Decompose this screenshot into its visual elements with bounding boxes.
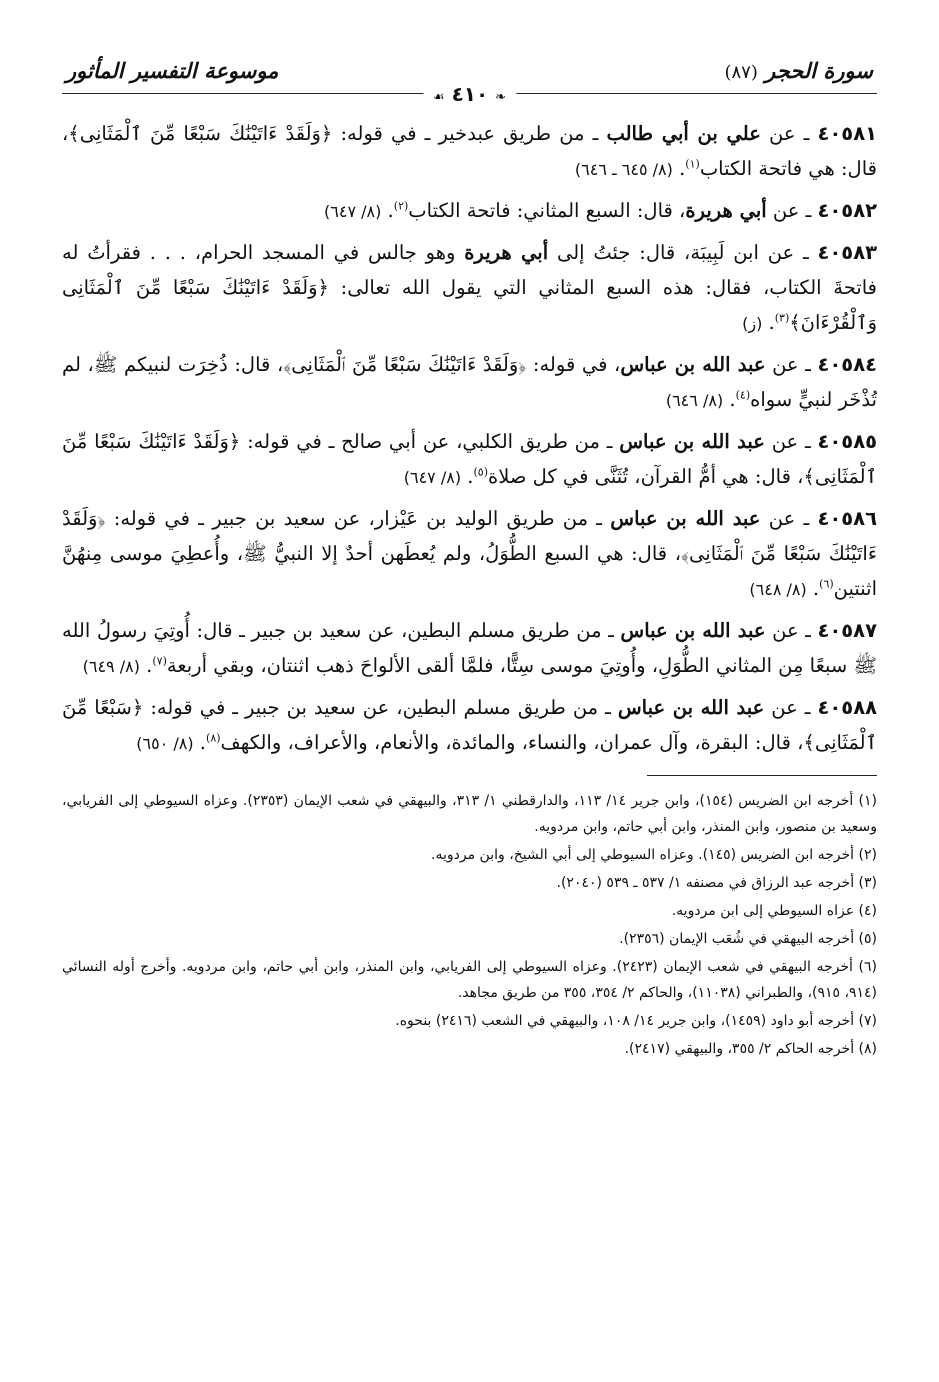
- entry-text: ، في قوله:: [526, 353, 621, 376]
- volume-reference: (٨/ ٦٥٠): [136, 734, 194, 753]
- entry-number: ٤٠٥٨٤: [817, 353, 877, 376]
- hadith-entry: [62, 193, 877, 229]
- footnote-ref: (٣): [774, 311, 790, 325]
- entry-text: ، قال: هي فاتحة الكتاب: [62, 122, 877, 180]
- hadith-entry: [62, 501, 877, 607]
- entry-text: .: [139, 654, 153, 677]
- narrator-name: عبد الله بن عباس: [617, 696, 765, 719]
- entry-text: ، قال: السبع المثاني: فاتحة الكتاب: [408, 199, 686, 222]
- entry-text: ـ عن: [760, 507, 818, 530]
- entry-text: ـ عن: [764, 696, 818, 719]
- footnote-ref: (٧): [152, 654, 167, 668]
- quran-quote: ﴿وَلَقَدْ ءَاتَيْنَٰكَ سَبْعًا مِّنَ ٱلْمَثَانِى﴾: [68, 122, 333, 145]
- page: [62, 52, 877, 1342]
- entry-text: ، قال: ذُخِرَت لنبيكم ﷺ، لم تُذْخَر لنبيٍّ سواه: [62, 353, 877, 411]
- entry-text: ـ من طريق الكلبي، عن أبي صالح ـ في قوله:: [240, 430, 620, 453]
- hadith-entry: [62, 347, 877, 418]
- footnote: (٢) أخرجه ابن الضريس (١٤٥). وعزاه السيوطي إلى أبي الشيخ، وابن مردويه.: [431, 847, 877, 863]
- footnote-ref: (١): [685, 157, 700, 171]
- footnote-separator: [647, 775, 877, 776]
- ornament-icon: ❧: [495, 90, 507, 105]
- footnote: (٧) أخرجه أبو داود (١٤٥٩)، وابن جرير ١٤/ ١٠٨، والبيهقي في الشعب (٢٤١٦) بنحوه.: [395, 1013, 877, 1029]
- footnote: (٣) أخرجه عبد الرزاق في مصنفه ١/ ٥٣٧ ـ ٥٣٩ (٢٠٤٠).: [556, 875, 877, 891]
- entry-text: ـ عن: [766, 199, 818, 222]
- page-header: [62, 52, 877, 106]
- footnote-ref: (٦): [819, 577, 834, 591]
- footnotes: [62, 788, 877, 1062]
- hadith-entry: [62, 613, 877, 684]
- narrator-name: أبي هريرة: [464, 241, 549, 264]
- volume-reference: (٨/ ٦٤٦): [665, 391, 724, 410]
- footnote-ref: (٤): [735, 388, 751, 402]
- narrator-name: أبي هريرة: [685, 199, 767, 222]
- entry-number: ٤٠٥٨٦: [817, 507, 877, 530]
- footnote: (٥) أخرجه البيهقي في شُعَب الإيمان (٢٣٥٦).: [619, 931, 877, 947]
- surah-name: سورة الحجر: [765, 58, 873, 83]
- footnote: (٤) عزاه السيوطي إلى ابن مردويه.: [671, 903, 877, 919]
- narrator-name: علي بن أبي طالب: [606, 122, 761, 145]
- entry-text: .: [723, 388, 736, 411]
- footnote-ref: (٥): [473, 465, 488, 479]
- entry-text: .: [193, 731, 207, 754]
- narrator-name: عبد الله بن عباس: [620, 353, 766, 376]
- book-title: موسوعة التفسير المأثور: [66, 58, 279, 83]
- hadith-entry: [62, 424, 877, 495]
- quran-quote: ﴿وَلَقَدْ ءَاتَيْنَٰكَ سَبْعًا مِّنَ ٱلْمَثَانِى﴾: [62, 430, 877, 488]
- narrator-name: عبد الله بن عباس: [610, 507, 761, 530]
- entry-text: ـ عن: [765, 619, 818, 642]
- entry-text: ـ من طريق مسلم البطين، عن سعيد بن جبير ـ في قوله:: [143, 696, 618, 719]
- quran-quote: ﴿وَلَقَدْ ءَاتَيْنَٰكَ سَبْعًا مِّنَ ٱلْمَثَانِى﴾: [283, 353, 527, 376]
- hadith-entry: [62, 690, 877, 761]
- narrator-name: عبد الله بن عباس: [620, 619, 766, 642]
- entry-text: ، قال: هي السبع الطُّوَلُ، ولم يُعطَهن أحدٌ إلا النبيُّ ﷺ، وأُعطِيَ موسى مِنهُنَّ اثنتين: [62, 542, 877, 600]
- footnote-ref: (٢): [393, 199, 409, 213]
- entry-text: ـ عن ابن لَبِيبَة، قال: جئتُ إلى: [548, 241, 818, 264]
- entry-text: .: [381, 199, 394, 222]
- volume-reference: (٨/ ٦٤٨): [749, 580, 807, 599]
- entry-text: ـ من طريق الوليد بن عَيْزار، عن سعيد بن جبير ـ في قوله:: [105, 507, 611, 530]
- ornament-icon: ☙: [432, 90, 445, 105]
- entry-text: .: [672, 157, 686, 180]
- entry-text: .: [806, 577, 820, 600]
- entry-text: ، قال: البقرة، وآل عمران، والنساء، والمائدة، والأنعام، والأعراف، والكهف: [220, 731, 804, 754]
- volume-reference: (ز): [742, 314, 763, 333]
- entry-text: .: [762, 311, 775, 334]
- volume-reference: (٨/ ٦٤٧): [324, 202, 382, 221]
- volume-reference: (٨/ ٦٤٩): [82, 657, 140, 676]
- footnote: (١) أخرجه ابن الضريس (١٥٤)، وابن جرير ١٤/ ١١٣، والدارقطني ١/ ٣١٣، والبيهقي في شعب الإيمان (٢٣٥٣). وعزاه السيوطي إلى الفريابي، وسعيد بن منصور، وابن المنذر، وابن أبي حاتم، وابن مردويه.: [62, 793, 877, 835]
- page-number-box: [423, 82, 516, 106]
- page-number: ٤١٠: [451, 82, 489, 106]
- quran-quote: ﴿وَلَقَدْ ءَاتَيْنَٰكَ سَبْعًا مِّنَ ٱلْمَثَانِى﴾: [62, 507, 877, 565]
- entry-number: ٤٠٥٨١: [817, 122, 878, 145]
- entry-number: ٤٠٥٨٨: [817, 696, 877, 719]
- quran-quote: ﴿سَبْعًا مِّنَ ٱلْمَثَانِى﴾: [62, 696, 877, 754]
- footnote: (٦) أخرجه البيهقي في شعب الإيمان (٢٤٢٣). وعزاه السيوطي إلى الفريابي، وابن المنذر، وابن أبي حاتم، وابن مردويه. وأخرج أوله النسائي (٩١٤، ٩١٥)، والطبراني (١١٠٣٨)، والحاكم ٢/ ٣٥٤، ٣٥٥ من طريق مجاهد.: [62, 959, 877, 1001]
- quran-quote: ﴿وَلَقَدْ ءَاتَيْنَٰكَ سَبْعًا مِّنَ ٱلْمَثَانِى وَٱلْقُرْءَانَ﴾: [62, 276, 877, 334]
- entry-number: ٤٠٥٨٣: [817, 241, 877, 264]
- hadith-entry: [62, 116, 877, 187]
- volume-reference: (٨/ ٦٤٧): [403, 468, 462, 487]
- footnote: (٨) أخرجه الحاكم ٢/ ٣٥٥، والبيهقي (٢٤١٧).: [624, 1041, 877, 1057]
- entry-text: ـ عن: [765, 353, 818, 376]
- narrator-name: عبد الله بن عباس: [619, 430, 765, 453]
- entry-text: وهو جالس في المسجد الحرام، . . . فقرأتُ له فاتحةَ الكتاب، فقال: هذه السبع المثاني التي يقول الله تعالى:: [62, 241, 877, 299]
- entry-number: ٤٠٥٨٥: [817, 430, 877, 453]
- entry-text: ـ عن: [764, 430, 818, 453]
- entry-text: ـ عن: [760, 122, 818, 145]
- entry-text: ، قال: هي أمُّ القرآن، تُثَنَّى في كل صلاة: [488, 465, 804, 488]
- entry-text: ـ من طريق مسلم البطين، عن سعيد بن جبير ـ قال: أُوتِيَ رسولُ الله ﷺ سبعًا مِن المثاني الطُّوَلِ، وأُوتِيَ موسى سِتًّا، فلمَّا ألقى الألواحَ ذهب اثنتان، وبقي أربعة: [62, 619, 877, 677]
- entry-number: ٤٠٥٨٢: [817, 199, 877, 222]
- hadith-entry: [62, 235, 877, 341]
- surah-number: (٨٧): [724, 62, 758, 83]
- entry-text: ـ من طريق عبدخير ـ في قوله:: [332, 122, 607, 145]
- footnote-ref: (٨): [206, 731, 221, 745]
- entry-number: ٤٠٥٨٧: [817, 619, 877, 642]
- volume-reference: (٨/ ٦٤٥ ـ ٦٤٦): [574, 160, 673, 179]
- entry-text: .: [461, 465, 474, 488]
- surah-title: [724, 58, 873, 83]
- entries-body: [62, 116, 877, 761]
